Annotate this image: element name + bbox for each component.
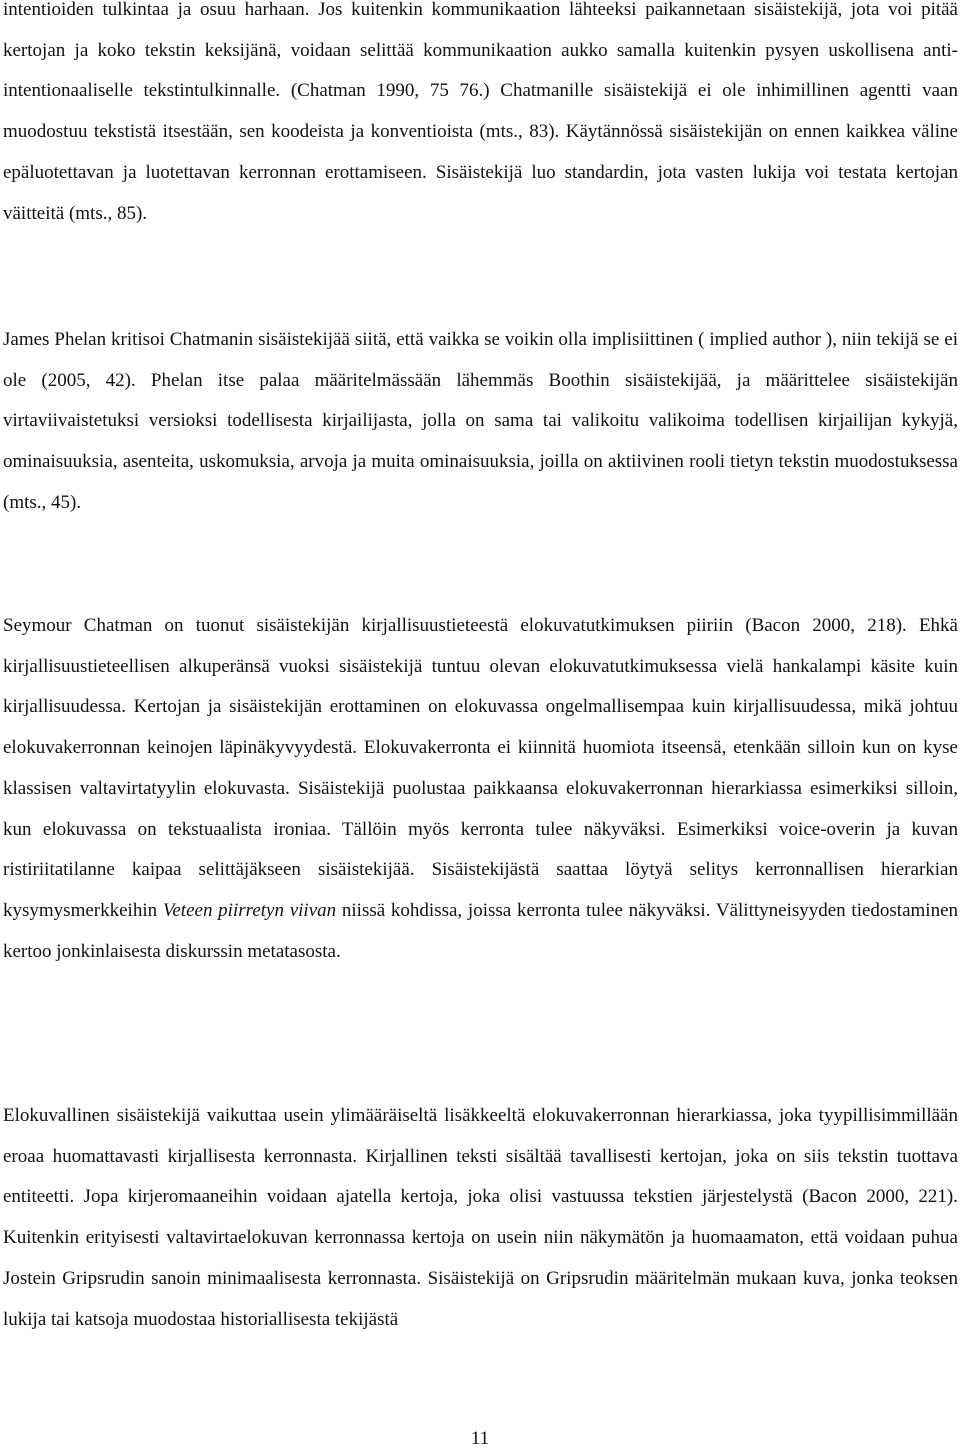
film-title: Veteen piirretyn viivan — [162, 899, 337, 921]
paragraph-2: James Phelan kritisoi Chatmanin sisäistekijää siitä, että vaikka se voikin olla implisiittinen ( implied author ), niin tekijä se ei ole (2005, 42). Phelan itse palaa määritelmässään lähemmäs Boothin sisäistekijää, ja määrittelee sisäistekijän virtaviivaistetuksi versioksi todellisesta kirjailijasta, jolla on sama tai valikoitu valikoima todellisen kirjailijan kykyjä, ominaisuuksia, asenteita, uskomuksia, arvoja ja muita ominaisuuksia, joilla on aktiivinen rooli tietyn tekstin muodostuksessa (mts., 45). — [3, 329, 958, 513]
paragraph-4: Elokuvallinen sisäistekijä vaikuttaa usein ylimääräiseltä lisäkkeeltä elokuvakerronnan hierarkiassa, joka tyypillisimmillään eroaa huomattavasti kirjallisesta kerronnasta. Kirjallinen teksti sisältää tavallisesti kertojan, joka on siis tekstin tuottava entiteetti. Jopa kirjeromaaneihin voidaan ajatella kertoja, joka olisi vastuussa tekstien järjestelystä (Bacon 2000, 221). Kuitenkin erityisesti valtavirtaelokuvan kerronnassa kertoja on usein niin näkymätön ja huomaamaton, että voidaan puhua Jostein Gripsrudin sanoin minimaalisesta kerronnasta. Sisäistekijä on Gripsrudin määritelmän mukaan kuva, jonka teoksen lukija tai katsoja muodostaa historiallisesta tekijästä — [3, 1105, 958, 1330]
paragraph-3-text-after: niissä kohdissa, joissa kerronta tulee näkyväksi. Välittyneisyyden tiedostaminen kertoo jonkinlaisesta diskurssin metatasosta. — [3, 899, 959, 962]
page-number: 11 — [470, 1428, 490, 1449]
paragraph-3 — [3, 606, 958, 972]
paragraph-3-text-before: Seymour Chatman on tuonut sisäistekijän kirjallisuustieteestä elokuvatutkimuksen piiriin (Bacon 2000, 218). Ehkä kirjallisuustieteellisen alkuperänsä vuoksi sisäistekijä tuntuu olevan elokuvatutkimuksessa vielä hankalampi käsite kuin kirjallisuudessa. Kertojan ja sisäistekijän erottaminen on elokuvassa ongelmallisempaa kuin kirjallisuudessa, mikä johtuu elokuvakerronnan keinojen läpinäkyvyydestä. Elokuvakerronta ei kiinnitä huomiota itseensä, etenkään silloin kun on kyse klassisen valtavirtatyylin elokuvasta. Sisäistekijä puolustaa paikkaansa elokuvakerronnan hierarkiassa esimerkiksi silloin, kun elokuvassa on tekstuaalista ironiaa. Tällöin myös kerronta tulee näkyväksi. Esimerkiksi voice-overin ja kuvan ristiriitatilanne kaipaa selittäjäkseen sisäistekijää. Sisäistekijästä saattaa löytyä selitys kerronnallisen hierarkian kysymysmerkkeihin — [3, 615, 958, 921]
paragraph-1: intentioiden tulkintaa ja osuu harhaan. Jos kuitenkin kommunikaation lähteeksi paikannetaan sisäistekijä, jota voi pitää kertojan ja koko tekstin keksijänä, voidaan selittää kommunikaation aukko samalla kuitenkin pysyen uskollisena anti-intentionaaliselle tekstintulkinnalle. (Chatman 1990, 75 76.) Chatmanille sisäistekijä ei ole inhimillinen agentti vaan muodostuu tekstistä itsestään, sen koodeista ja konventioista (mts., 83). Käytännössä sisäistekijän on ennen kaikkea väline epäluotettavan ja luotettavan kerronnan erottamiseen. Sisäistekijä luo standardin, jota vasten lukija voi testata kertojan väitteitä (mts., 85). — [3, 0, 958, 224]
